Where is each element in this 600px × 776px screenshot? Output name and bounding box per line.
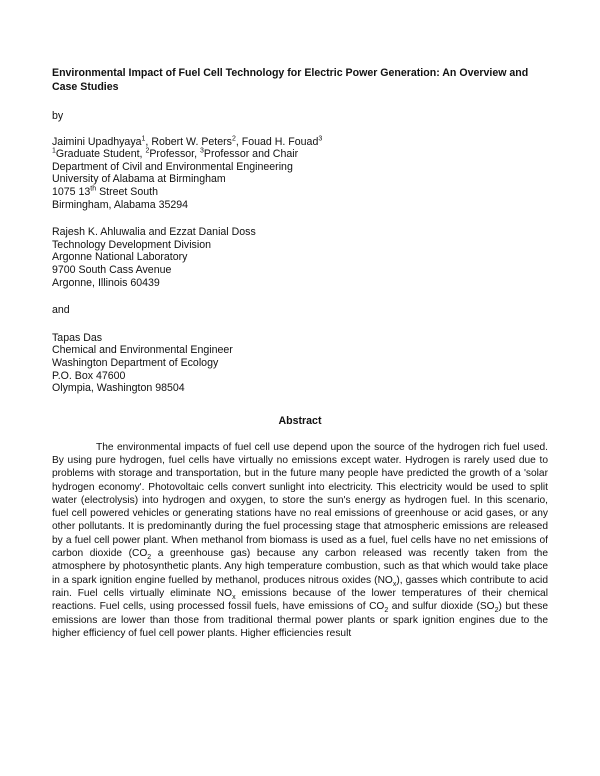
and-line: and bbox=[52, 304, 70, 317]
address-line: Tapas Das bbox=[52, 331, 103, 344]
address-line: Washington Department of Ecology bbox=[52, 356, 219, 369]
department-line: Department of Civil and Environmental Engineering bbox=[52, 160, 293, 173]
address-line: Chemical and Environmental Engineer bbox=[52, 344, 233, 357]
paper-page bbox=[52, 66, 548, 640]
author-block-2 bbox=[52, 226, 548, 289]
affil-marker-1: 1 bbox=[141, 135, 146, 143]
affil-marker-2: 2 bbox=[231, 135, 236, 143]
author-block-3 bbox=[52, 332, 548, 395]
author-roles-line bbox=[52, 148, 548, 161]
role-marker-2: 2 bbox=[145, 147, 150, 155]
affil-marker-3: 3 bbox=[318, 135, 323, 143]
paper-title: Environmental Impact of Fuel Cell Technology for Electric Power Generation: An Overview and Case Studies bbox=[52, 67, 529, 93]
author-3: Fouad H. Fouad bbox=[241, 135, 319, 148]
role-2: Professor, bbox=[149, 148, 198, 161]
abstract-body bbox=[52, 441, 548, 640]
abstract-heading: Abstract bbox=[278, 414, 322, 427]
abstract-paragraph: The environmental impacts of fuel cell use depend upon the source of the hydrogen rich fuel used. By using pure hydrogen, fuel cells have virtually no emissions except water. Hydrogen is rarely used due to problems with storage and transportation, but in the future many people have predicted the growth of a 'solar hydrogen economy'. Photovoltaic cells convert sunlight into electricity. This electricity would be used to split water (electrolysis) into hydrogen and oxygen, to store the sun's energy as hydrogen fuel. In this scenario, fuel cell powered vehicles or generating stations have no real emissions of greenhouse or acid gases, or any other pollutants. It is predominantly during the fuel processing stage that atmospheric emissions are released by a fuel cell power plant. When methanol from biomass is used as a fuel, fuel cells have no net emissions of carbon dioxide ($CO_2$ a greenhouse gas) because any carbon released was recently taken from the atmosphere by photosynthetic plants. Any high temperature combustion, such as that which would take place in a spark ignition engine fuelled by methanol, produces nitrous oxides $(NO_x)$, gasses which contribute to acid rain. Fuel cells virtually eliminate $NO_x$ emissions because of the lower temperatures of their chemical reactions. Fuel cells, using processed fossil fuels, have emissions of $CO_2$ and sulfur dioxide $(SO_2)$ but these emissions are lower than those from traditional thermal power plants or spark ignition engines due to the higher efficiency of fuel cell power plants. Higher efficiencies result bbox=[52, 441, 549, 639]
address-line: Olympia, Washington 98504 bbox=[52, 382, 185, 395]
address-line: P.O. Box 47600 bbox=[52, 369, 126, 382]
role-marker-3: 3 bbox=[200, 147, 204, 155]
address-line: Argonne, Illinois 60439 bbox=[52, 276, 160, 289]
role-1: Graduate Student, bbox=[55, 148, 143, 161]
university-line: University of Alabama at Birmingham bbox=[52, 173, 226, 186]
role-3: Professor and Chair bbox=[203, 148, 299, 161]
author-block-1 bbox=[52, 136, 548, 212]
address-line: Technology Development Division bbox=[52, 238, 211, 251]
city-line: Birmingham, Alabama 35294 bbox=[52, 198, 189, 211]
by-line: by bbox=[52, 110, 64, 122]
address-line: 9700 South Cass Avenue bbox=[52, 263, 172, 276]
address-line: Argonne National Laboratory bbox=[52, 251, 188, 264]
address-line: Rajesh K. Ahluwalia and Ezzat Danial Doss bbox=[52, 226, 256, 239]
author-2: Robert W. Peters bbox=[151, 135, 232, 148]
street-line: 1075 13th Street South bbox=[52, 185, 158, 198]
author-names-line: Jaimini Upadhyaya$^1$, Robert W. Peters$^2$, Fouad H. Fouad$^3$ bbox=[52, 135, 323, 148]
author-1: Jaimini Upadhyaya bbox=[52, 135, 142, 148]
role-marker-1: 1 bbox=[52, 147, 56, 155]
